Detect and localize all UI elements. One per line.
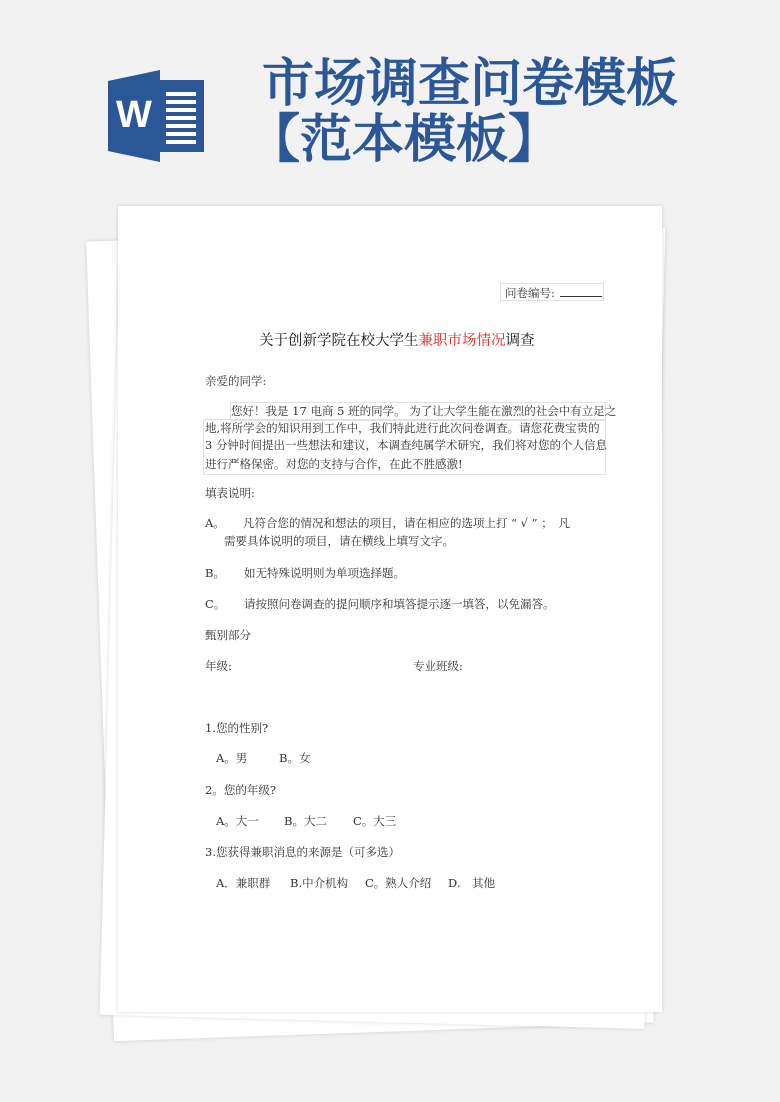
instruction-mark: A。: [205, 516, 225, 530]
option[interactable]: A。大一: [216, 814, 259, 828]
instruction-text: 请按照问卷调查的提问顺序和填答提示逐一填答，以免漏答。: [244, 597, 555, 611]
option[interactable]: B。大二: [284, 814, 327, 828]
instruction-text: 如无特殊说明则为单项选择题。: [244, 566, 405, 580]
word-icon: W: [108, 70, 208, 162]
instruction-mark: C。: [205, 597, 226, 611]
greeting: 亲爱的同学:: [205, 374, 267, 388]
header-title-line2: 【范本模板】: [248, 109, 561, 170]
option[interactable]: A．兼职群: [216, 876, 271, 890]
option[interactable]: C。大三: [353, 814, 397, 828]
document-title: 关于创新学院在校大学生兼职市场情况调查: [259, 333, 535, 349]
option[interactable]: B.中介机构: [290, 876, 349, 890]
intro-line: 进行严格保密。对您的支持与合作，在此不胜感激!: [205, 457, 463, 471]
header-title-line1: 市场调查问卷模板: [262, 53, 679, 114]
question-1: 1.您的性别?: [205, 721, 269, 735]
grade-field-label: 年级:: [205, 659, 232, 673]
instruction-text: 凡符合您的情况和想法的项目，请在相应的选项上打 “ √ ” ； 凡: [243, 516, 570, 530]
intro-line: 地,将所学会的知识用到工作中，我们特此进行此次问卷调查。请您花费宝贵的: [205, 421, 600, 435]
screening-section-label: 甄别部分: [205, 628, 251, 642]
question-2: 2。您的年级?: [205, 783, 276, 797]
option[interactable]: B。女: [279, 751, 311, 765]
option[interactable]: D. 其他: [448, 876, 495, 890]
questionnaire-number-label: 问卷编号:: [505, 286, 555, 300]
option[interactable]: A。男: [216, 751, 248, 765]
instruction-mark: B。: [205, 566, 225, 580]
question-3: 3.您获得兼职消息的来源是（可多选）: [205, 845, 400, 859]
intro-line: 3 分钟时间提出一些想法和建议，本调查纯属学术研究，我们将对您的个人信息: [205, 438, 607, 452]
instructions-label: 填表说明:: [205, 486, 255, 500]
number-blank[interactable]: [560, 296, 602, 297]
class-field-label: 专业班级:: [413, 659, 463, 673]
option[interactable]: C。熟人介绍: [365, 876, 432, 890]
intro-line: 您好！我是 17 电商 5 班的同学。 为了让大学生能在激烈的社会中有立足之: [231, 404, 617, 418]
instruction-text: 需要具体说明的项目，请在横线上填写文字。: [224, 534, 454, 548]
